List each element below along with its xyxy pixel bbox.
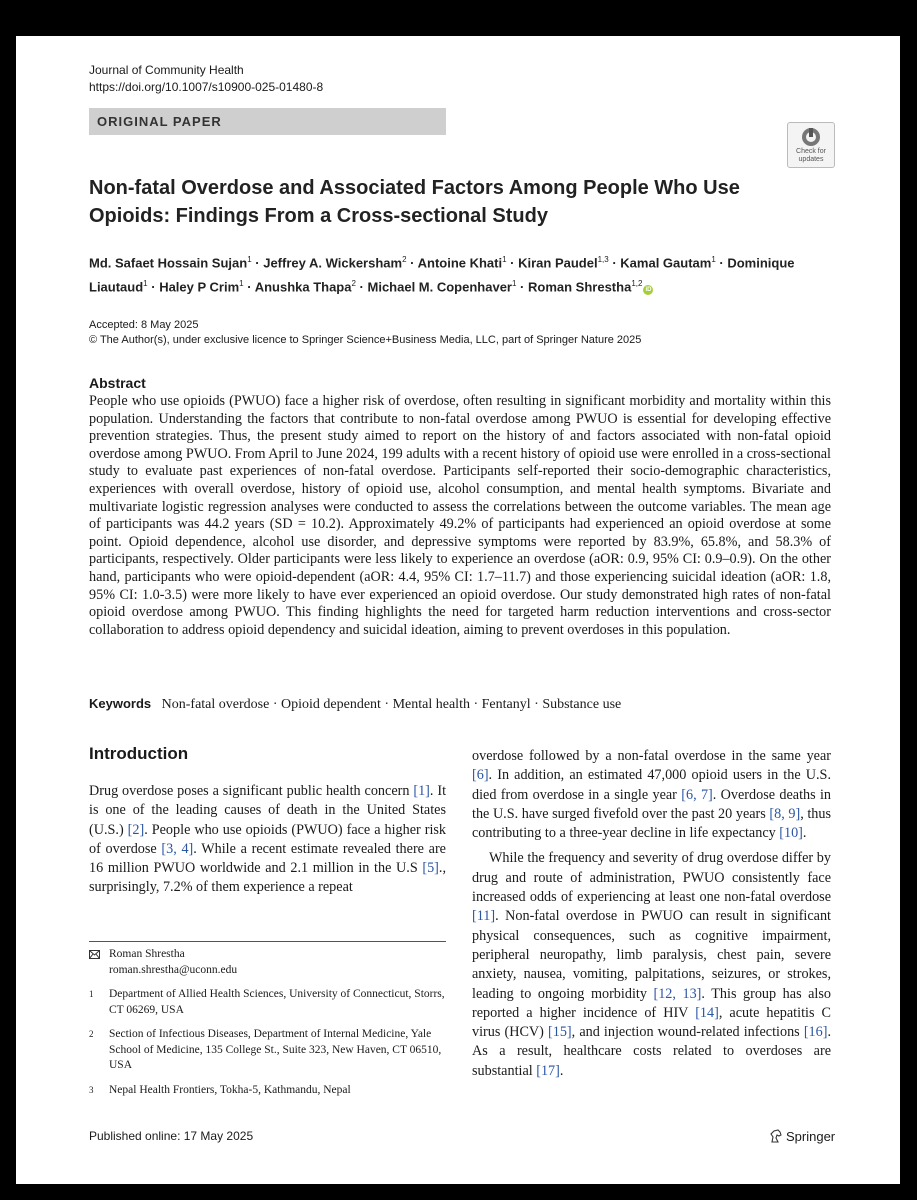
springer-horse-icon — [769, 1129, 783, 1143]
affiliation-text: Department of Allied Health Sciences, University of Connecticut, Storrs, CT 06269, USA — [109, 988, 445, 1016]
corresponding-email[interactable]: roman.shrestha@uconn.edu — [109, 963, 238, 976]
text-segment: . Overdose deaths in the U.S. have surged fivefold over the past 20 years — [472, 786, 831, 822]
text-segment: , acute hepatitis C virus (HCV) — [472, 1004, 831, 1041]
intro-left-column — [89, 782, 446, 898]
author-affiliation-marker: 1 — [511, 279, 517, 289]
text-segment: . — [559, 1062, 564, 1079]
author-name[interactable]: Kiran Paudel — [518, 255, 598, 271]
citation-link[interactable]: [2] — [127, 821, 145, 838]
abstract-text: People who use opioids (PWUO) face a higher risk of overdose, often resulting in significant morbidity and mortality within this population. Understanding the factors that contribute to non-fatal overdose among PWUO is essential for developing effective prevention strategies. Thus, the present study aimed to report on the history of and factors associated with non-fatal opioid overdose among PWUO. From April to June 2024, 199 adults with a recent history of opioid use were enrolled in a cross-sectional study to evaluate past experiences of non-fatal overdose. Participants self-reported their socio-demographic characteristics, experiences with overall overdose, history of opioid use, alcohol consumption, and mental health symptoms. Bivariate and multivariate logistic regression analyses were conducted to assess the correlations between the outcome variables. The mean age of participants was 44.2 years (SD = 10.2). Approximately 49.2% of participants had experienced an opioid overdose at some point. Opioid dependence, alcohol use disorder, and depressive symptoms were reported by 83.9%, 65.8%, and 58.3% of participants, respectively. Older participants were less likely to experience an overdose (aOR: 0.9, 95% CI: 0.9–0.9). On the other hand, participants who were opioid-dependent (aOR: 4.4, 95% CI: 1.7–11.7) and those experiencing suicidal ideation (aOR: 1.8, 95% CI: 1.0-3.5) were more likely to have ever experienced an opioid overdose. Our study demonstrated high rates of non-fatal opioid overdose among PWUO. This finding highlights the need for targeted harm reduction interventions and cross-sector collaboration to address opioid dependency and suicidal ideation, aiming to prevent overdoses in this population. — [89, 393, 831, 638]
paper-title: Non-fatal Overdose and Associated Factors Among People Who Use Opioids: Findings From a Cross-sectional Study — [89, 177, 740, 227]
keyword: Mental health — [392, 697, 470, 712]
corresponding-name: Roman Shrestha — [109, 948, 185, 960]
citation-link[interactable]: [14] — [695, 1004, 719, 1021]
intro-paragraph — [472, 747, 831, 843]
citation-link[interactable]: [3, 4] — [161, 840, 194, 857]
crossmark-line-1: Check for — [796, 148, 826, 155]
text-segment: . People who use opioids (PWUO) face a higher risk of overdose — [89, 821, 446, 857]
publisher-logo — [769, 1129, 835, 1144]
keywords-line: Keywords Non-fatal overdose · Opioid dependent · Mental health · Fentanyl · Substance use — [89, 696, 622, 712]
author-affiliation-marker: 1 — [239, 279, 244, 289]
author-name[interactable]: Haley P Crim — [159, 279, 240, 295]
author-affiliation-marker: 1,2 — [631, 279, 643, 289]
text-segment: . — [802, 825, 807, 842]
keywords-label: Keywords — [89, 696, 152, 711]
author-affiliation-marker: 1 — [143, 279, 148, 289]
affiliation-item — [89, 1027, 446, 1074]
citation-link[interactable]: [6] — [472, 767, 489, 784]
text-segment: overdose followed by a non-fatal overdose in the same year — [472, 748, 831, 764]
text-segment: , thus contributing to a three-year decline in life expectancy — [472, 805, 832, 842]
affiliation-list — [89, 987, 446, 1098]
author-name[interactable]: Michael M. Copenhaver — [367, 279, 512, 295]
envelope-icon — [89, 950, 100, 959]
keyword: Fentanyl — [481, 697, 531, 712]
footnotes — [89, 947, 446, 1107]
author-name[interactable]: Jeffrey A. Wickersham — [263, 255, 403, 271]
corresponding-author — [89, 947, 446, 978]
keyword: Substance use — [542, 697, 622, 712]
affiliation-item — [89, 1083, 446, 1099]
section-banner — [89, 108, 446, 135]
section-label: ORIGINAL PAPER — [97, 114, 222, 129]
text-segment: . As a result, healthcare costs related to overdoses are substantial — [472, 1024, 831, 1079]
author-affiliation-marker: 1 — [502, 255, 507, 264]
crossmark-icon — [801, 127, 821, 147]
author-affiliation-marker: 2 — [351, 279, 356, 289]
affiliation-item — [89, 987, 446, 1018]
citation-link[interactable]: [8, 9] — [769, 805, 801, 822]
affiliation-number: 1 — [89, 989, 94, 999]
abstract-heading: Abstract — [89, 375, 146, 391]
citation-link[interactable]: [17] — [536, 1062, 560, 1079]
text-segment: While the frequency and severity of drug overdose differ by drug and route of administration, PWUO consistently face increased odds of experiencing at least one non-fatal overdose — [472, 850, 831, 906]
publisher-name: Springer — [786, 1129, 836, 1144]
journal-name: Journal of Community Health — [89, 63, 244, 77]
author-name[interactable]: Md. Safaet Hossain Sujan — [89, 255, 248, 271]
doi-link[interactable]: https://doi.org/10.1007/s10900-025-01480-8 — [89, 80, 324, 94]
keyword: Non-fatal overdose — [161, 697, 270, 712]
author-name[interactable]: Anushka Thapa — [254, 279, 352, 295]
introduction-heading: Introduction — [89, 744, 189, 763]
text-segment: . In addition, an estimated 47,000 opioid users in the U.S. died from overdose in a single year — [472, 767, 831, 803]
author-name[interactable]: Roman Shrestha — [528, 279, 632, 295]
keyword: Opioid dependent — [281, 697, 381, 712]
citation-link[interactable]: [6, 7] — [681, 786, 713, 803]
intro-paragraph — [472, 849, 831, 1081]
check-for-updates-badge[interactable] — [787, 122, 835, 168]
paper-page — [16, 36, 900, 1184]
text-segment: Drug overdose poses a significant public health concern — [89, 783, 414, 799]
copyright-notice: © The Author(s), under exclusive licence to Springer Science+Business Media, LLC, part of Springer Nature 2025 — [89, 334, 642, 346]
text-segment: . While a recent estimate revealed there are 16 million PWUO worldwide and 2.1 million in the U.S — [89, 840, 446, 877]
footnote-divider — [89, 941, 446, 942]
affiliation-text: Nepal Health Frontiers, Tokha-5, Kathmandu, Nepal — [109, 1083, 351, 1096]
author-affiliation-marker: 1,3 — [597, 255, 609, 264]
text-segment: , and injection wound-related infections — [571, 1024, 804, 1041]
text-segment: . It is one of the leading causes of death in the United States (U.S.) — [89, 783, 447, 838]
intro-right-column — [472, 747, 831, 1081]
citation-link[interactable]: [11] — [472, 908, 496, 925]
published-online-date: Published online: 17 May 2025 — [89, 1129, 254, 1143]
author-name[interactable]: Antoine Khati — [417, 255, 503, 271]
crossmark-line-2: updates — [798, 156, 824, 163]
citation-link[interactable]: [15] — [548, 1024, 572, 1041]
author-affiliation-marker: 2 — [402, 255, 407, 264]
text-segment: . Non-fatal overdose in PWUO can result in significant physical consequences, such as cognitive impairment, peripheral neuropathy, limb paralysis, chest pain, severe anxiety, nausea, vomiting, palpitations, seizures, or strokes, leading to ongoing morbidity — [472, 908, 831, 1002]
author-name[interactable]: Dominique Liautaud — [89, 255, 795, 295]
text-segment: ., surprisingly, 7.2% of them experience a repeat — [89, 860, 446, 896]
author-list: Md. Safaet Hossain Sujan$^1$ · Jeffrey A. Wickersham$^2$ · Antoine Khati$^1$ · Kiran Paudel$^{1,3}$ · Kamal Gautam$^1$ · Dominique Liautaud$^1$ · Haley P Crim$^1$ · Anushka Thapa$^2$ · Michael M. Copenhaver$^1$ · Roman Shrestha$^{1,2}$iD — [89, 255, 795, 295]
affiliation-number: 2 — [89, 1029, 94, 1039]
citation-link[interactable]: [1] — [413, 783, 430, 799]
affiliation-number: 3 — [89, 1084, 94, 1095]
citation-link[interactable]: [10] — [779, 825, 803, 842]
citation-link[interactable]: [16] — [803, 1024, 828, 1041]
author-affiliation-marker: 1 — [711, 255, 716, 264]
author-affiliation-marker: 1 — [247, 255, 252, 264]
citation-link[interactable]: [12, 13] — [653, 985, 702, 1002]
orcid-icon[interactable]: iD — [645, 286, 652, 293]
citation-link[interactable]: [5] — [422, 860, 439, 877]
accepted-date: Accepted: 8 May 2025 — [89, 319, 199, 331]
affiliation-text: Section of Infectious Diseases, Department of Internal Medicine, Yale School of Medicine, 135 College St., Suite 323, New Haven, CT 06510, USA — [109, 1028, 442, 1071]
author-name[interactable]: Kamal Gautam — [620, 255, 712, 271]
text-segment: . This group has also reported a higher incidence of HIV — [472, 985, 831, 1021]
